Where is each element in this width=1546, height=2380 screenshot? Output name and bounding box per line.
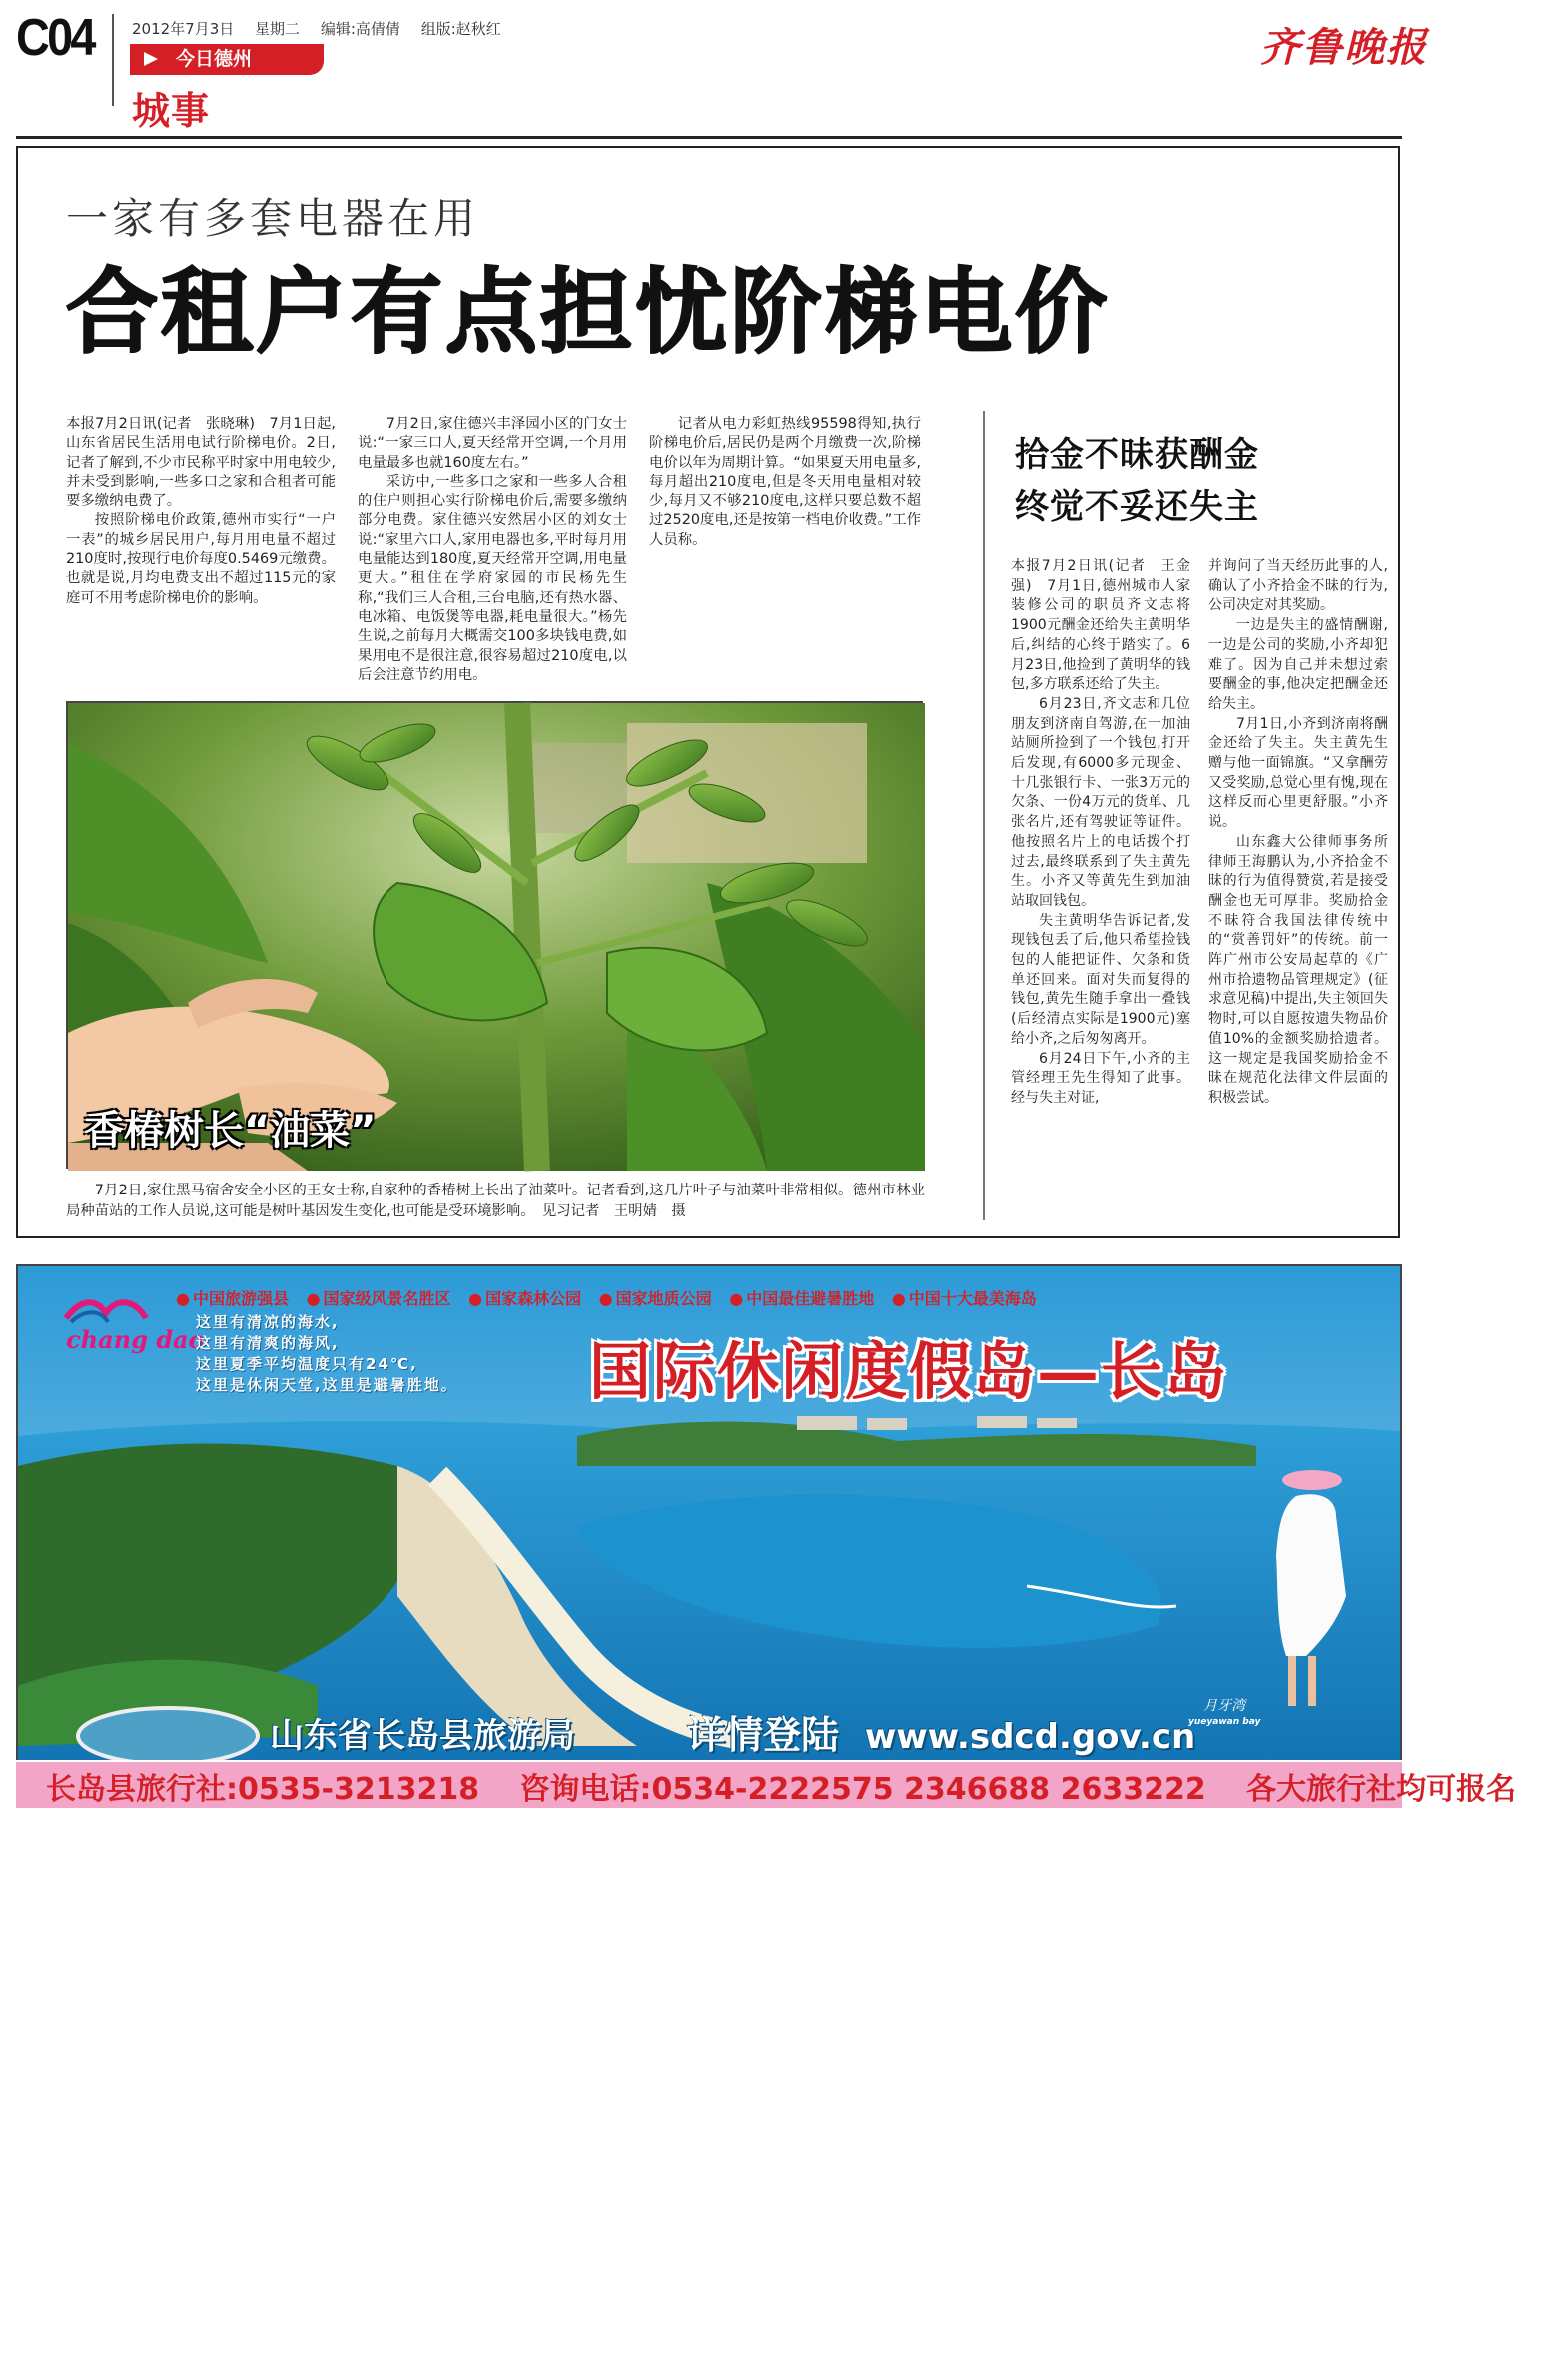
- side-paragraph: 本报7月2日讯(记者 王金强) 7月1日,德州城市人家装修公司的职员齐文志将1900元酬金还给失主黄明华后,纠结的心终于踏实了。6月23日,他捡到了黄明华的钱包,多方联系还给了失主。: [1011, 558, 1190, 693]
- ad-badge: ● 国家级风景名胜区: [307, 1289, 451, 1308]
- story-paragraph: 记者从电力彩虹热线95598得知,执行阶梯电价后,居民仍是两个月缴费一次,阶梯电价以年为周期计算。“如果夏天用电量多,每月超出210度电,但是冬天用电量相对较少,每月又不够210度电,这样只要总数不超过2520度电,还是按第一档电价收费。”工作人员称。: [649, 416, 921, 548]
- header-meta: [132, 18, 517, 39]
- side-paragraph: 山东鑫大公律师事务所律师王海鹏认为,小齐拾金不昧的行为值得赞赏,若是接受酬金也无可厚非。奖励拾金不昧符合我国法律传统中的“赏善罚奸”的传统。前一阵广州市公安局起草的《广州市拾遗物品管理规定》(征求意见稿)中提出,失主领回失物时,可以自愿按遗失物品价值10%的金额奖励拾遗者。这一规定是我国奖励拾金不昧在规范化法律文件层面的积极尝试。: [1208, 833, 1388, 1106]
- side-headline-line: 拾金不昧获酬金: [1015, 435, 1259, 475]
- side-headline-line: 终觉不妥还失主: [1015, 487, 1259, 527]
- ad-url[interactable]: www.sdcd.gov.cn: [864, 1717, 1196, 1757]
- ad-poem-line: 这里是休闲天堂,这里是避暑胜地。: [196, 1376, 458, 1394]
- story-paragraph: 采访中,一些多口之家和一些多人合租的住户则担心实行阶梯电价后,需要多缴纳部分电费。家住德兴安然居小区的刘女士说:“家里六口人,家用电器也多,平时每月用电量能达到180度,夏天经常开空调,用电量更大。”租住在学府家园的市民杨先生称,“我们三人合租,三台电脑,还有热水器、电冰箱、电饭煲等电器,耗电量很大。”杨先生说,之前每月大概需交100多块钱电费,如果用电不是很注意,很容易超过210度电,以后会注意节约用电。: [358, 473, 627, 683]
- side-story-column-1: [1011, 557, 1190, 1109]
- side-story-divider: [983, 411, 985, 1220]
- ad-bottom-bar-text: [46, 1764, 1546, 1808]
- ad-register-label: 详情登陆: [687, 1713, 840, 1757]
- ad-hotline: 咨询电话:0534-2222575 2346688 2633222: [519, 1772, 1206, 1807]
- issue-date: 2012年7月3日: [132, 20, 235, 38]
- ad-website: [687, 1704, 1195, 1759]
- section-tab: 今日德州: [130, 44, 324, 75]
- story-kicker: 一家有多套电器在用: [66, 194, 480, 243]
- ad-poem-line: 这里有清爽的海风,: [196, 1334, 340, 1352]
- ad-badge: ● 国家地质公园: [599, 1289, 712, 1308]
- ad-badge: ● 国家森林公园: [468, 1289, 581, 1308]
- story-paragraph: 7月2日,家住德兴丰泽园小区的门女士说:“一家三口人,夏天经常开空调,一个月用电量最多也就160度左右。”: [358, 416, 627, 471]
- side-story-headline: [1015, 429, 1259, 533]
- issue-weekday: 星期二: [255, 20, 301, 38]
- ad-slogan: 国际休闲度假岛—长岛: [589, 1335, 1229, 1408]
- ad-agency-phone: 长岛县旅行社:0535-3213218: [46, 1772, 480, 1807]
- ad-poem-line: 这里夏季平均温度只有24℃,: [196, 1355, 418, 1373]
- ad-badge: ● 中国十大最美海岛: [892, 1289, 1037, 1308]
- story-paragraph: 按照阶梯电价政策,德州市实行“一户一表”的城乡居民用户,每月用电量不超过210度时,按现行电价每度0.5469元缴费。也就是说,月均电费支出不超过115元的家庭可不用考虑阶梯电价的影响。: [66, 512, 336, 606]
- designer-credit: 组版:赵秋红: [420, 20, 501, 38]
- page-number: C04: [16, 9, 94, 67]
- photo-description: 7月2日,家住黑马宿舍安全小区的王女士称,自家种的香椿树上长出了油菜叶。记者看到,这几片叶子与油菜叶非常相似。德州市林业局种苗站的工作人员说,这可能是树叶基因发生变化,也可能是受环境影响。 见习记者 王明婧 摄: [66, 1183, 925, 1219]
- ad-badge: ● 中国旅游强县: [176, 1289, 289, 1308]
- bay-name: 月牙湾: [1203, 1698, 1246, 1714]
- side-paragraph: 7月1日,小齐到济南将酬金还给了失主。失主黄先生赠与他一面锦旗。“又拿酬劳又受奖励,总觉心里有愧,现在这样反而心里更舒服。”小齐说。: [1208, 715, 1388, 831]
- header-rule: [16, 136, 1402, 139]
- ad-signup-note: 各大旅行社均可报名: [1246, 1772, 1517, 1807]
- side-paragraph: 6月24日下午,小齐的主管经理王先生得知了此事。经与失主对证,: [1011, 1050, 1190, 1106]
- editor-credit: 编辑:高倩倩: [320, 20, 400, 38]
- story-column-1: [66, 415, 336, 608]
- ad-logo-text: chang dao: [66, 1325, 205, 1354]
- ad-poem-line: 这里有清凉的海水,: [196, 1313, 340, 1331]
- newspaper-masthead: 齐鲁晚报: [1260, 24, 1428, 71]
- story-paragraph: 本报7月2日讯(记者 张晓琳) 7月1日起,山东省居民生活用电试行阶梯电价。2日,记者了解到,不少市民称平时家中用电较少,并未受到影响,一些多口之家和合租者可能要多缴纳电费了。: [66, 416, 336, 510]
- ad-badges: [176, 1286, 1049, 1309]
- header-divider: [112, 14, 114, 106]
- side-paragraph: 并询问了当天经历此事的人,确认了小齐拾金不昧的行为,公司决定对其奖励。: [1208, 558, 1388, 614]
- story-column-2: [358, 415, 627, 685]
- side-paragraph: 6月23日,齐文志和几位朋友到济南自驾游,在一加油站厕所捡到了一个钱包,打开后发现,有6000多元现金、十几张银行卡、一张3万元的欠条、一份4万元的货单、几张名片,还有驾驶证等证件。他按照名片上的电话拨个打过去,最终联系到了失主黄先生。小齐又等黄先生到加油站取回钱包。: [1011, 695, 1190, 909]
- side-story-column-2: [1208, 557, 1388, 1109]
- story-column-3: [649, 415, 921, 550]
- side-paragraph: 一边是失主的盛情酬谢,一边是公司的奖励,小齐却犯难了。因为自己并未想过索要酬金的事,他决定把酬金还给失主。: [1208, 617, 1388, 712]
- side-paragraph: 失主黄明华告诉记者,发现钱包丢了后,他只希望捡钱包的人能把证件、欠条和货单还回来。面对失而复得的钱包,黄先生随手拿出一叠钱(后经清点实际是1900元)塞给小齐,之后匆匆离开。: [1011, 912, 1190, 1047]
- story-headline: 合租户有点担忧阶梯电价: [66, 259, 1111, 366]
- ad-badge: ● 中国最佳避暑胜地: [729, 1289, 874, 1308]
- photo-caption: 香椿树长“油菜”: [84, 1108, 377, 1154]
- ad-bay-label: [1188, 1698, 1260, 1730]
- bay-name-en: yueyawan bay: [1188, 1717, 1261, 1727]
- ad-poem: [196, 1312, 458, 1396]
- ad-agency-name: 山东省长岛县旅游局: [270, 1716, 575, 1756]
- section-name: 城事: [132, 89, 211, 133]
